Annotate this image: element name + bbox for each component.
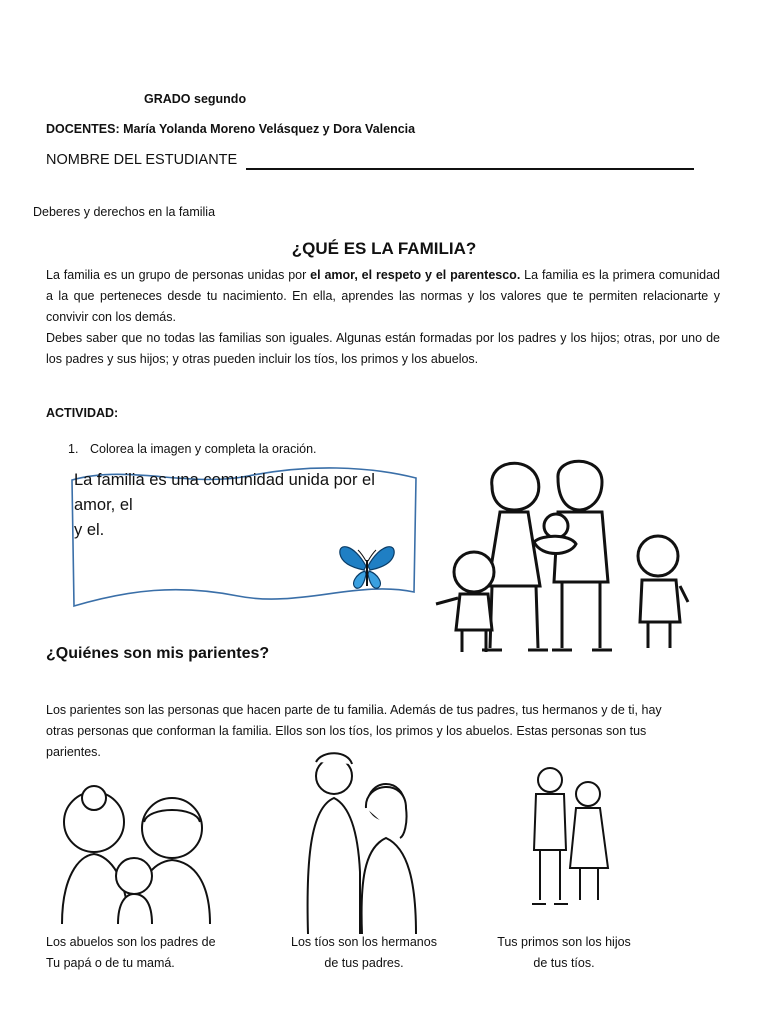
section-title-relatives: ¿Quiénes son mis parientes? (46, 645, 270, 662)
caption-grandparents: Los abuelos son los padres de Tu papá o de tu mamá. (46, 935, 216, 970)
student-name-label: NOMBRE DEL ESTUDIANTE (46, 152, 238, 168)
butterfly-icon (336, 540, 398, 596)
banner-sentence[interactable] (74, 468, 414, 543)
caption-uncles: Los tíos son los hermanos de tus padres. (291, 935, 437, 970)
activity-item-text: Colorea la imagen y completa la oración. (90, 442, 317, 456)
banner-line-2: amor, el (74, 496, 133, 514)
banner-line-3: y el. (74, 521, 105, 539)
student-name-line[interactable] (246, 168, 694, 170)
topic-label: Deberes y derechos en la familia (33, 205, 216, 219)
relatives-paragraph: Los parientes son las personas que hacen parte de tu familia. Además de tus padres, tus hermanos y de ti, hay otras personas que conforman la familia. Ellos son los tíos, los primos y los abuelos. Estas personas son tus parientes. (46, 703, 662, 759)
uncle-aunt-illustration (300, 752, 424, 934)
activity-item-number: 1. (68, 442, 79, 456)
cousins-illustration (522, 764, 614, 906)
activity-label: ACTIVIDAD: (46, 406, 119, 420)
grandparents-illustration (48, 782, 232, 924)
family-definition: La familia es un grupo de personas unidas por el amor, el respeto y el parentesco. La familia es la primera comunidad a la que perteneces desde tu nacimiento. En ella, aprendes las normas y los valores que te permiten relacionarte y convivir con los demás. Debes saber que no todas las familias son iguales. Algunas están formadas por los padres y los hijos; otras, por uno de los padres y sus hijos; y otras pueden incluir los tíos, los primos y los abuelos. (46, 268, 720, 366)
grade-label: GRADO segundo (144, 92, 247, 106)
section-title-family: ¿QUÉ ES LA FAMILIA? (291, 239, 477, 258)
banner-line-1: La familia es una comunidad unida por el (74, 471, 375, 489)
family-illustration (430, 452, 692, 662)
caption-cousins: Tus primos son los hijos de tus tíos. (497, 935, 631, 970)
teachers-label: DOCENTES: María Yolanda Moreno Velásquez y Dora Valencia (46, 122, 416, 136)
